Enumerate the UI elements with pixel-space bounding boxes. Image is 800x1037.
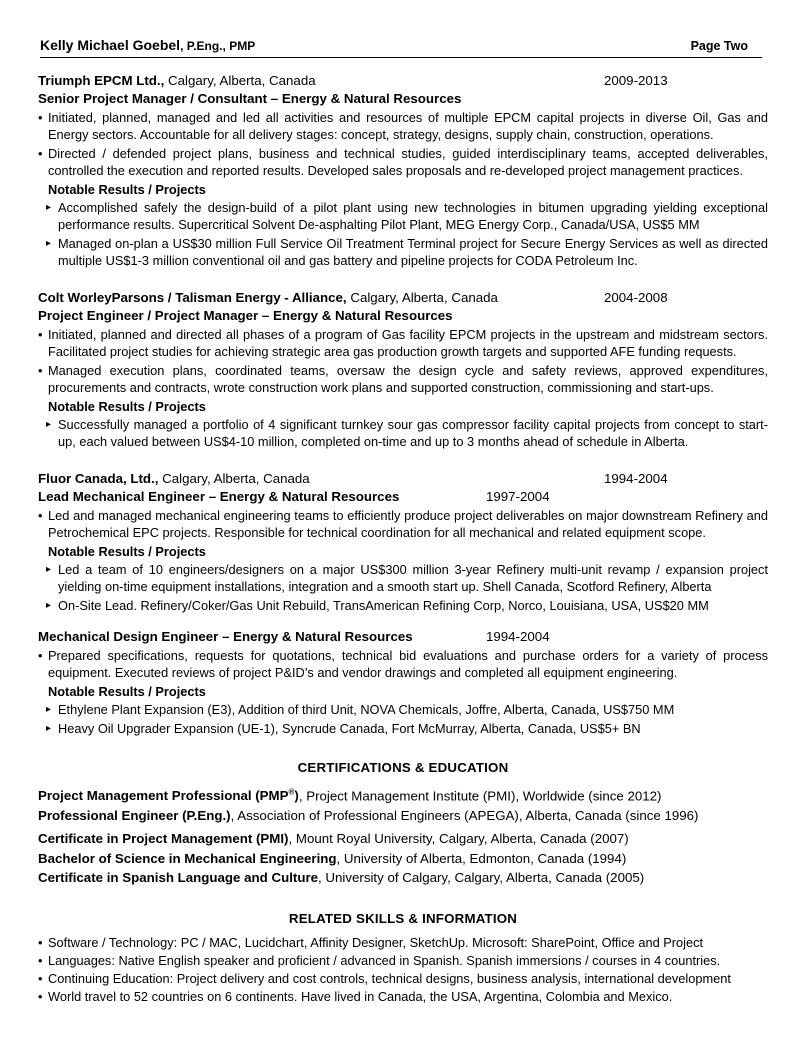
job-entry	[38, 289, 768, 450]
job-dates: 1994-2004	[604, 471, 668, 486]
certification-title: Certificate in Spanish Language and Culture	[38, 870, 319, 886]
company-line	[38, 470, 768, 488]
certification-name	[38, 808, 231, 823]
role-block	[38, 90, 768, 269]
company-line	[38, 72, 768, 90]
role-title: Project Engineer / Project Manager – Energy & Natural Resources	[38, 308, 453, 323]
results-list	[38, 701, 768, 737]
skills-title: RELATED SKILLS & INFORMATION	[288, 910, 518, 926]
role-dates: 1997-2004	[486, 489, 550, 504]
company-name: Fluor Canada, Ltd.,	[38, 471, 159, 486]
skill-item: • World travel to 52 countries on 6 continents. Have lived in Canada, the USA, Argentina, Colombia and Mexico.	[38, 988, 768, 1006]
certification-name	[38, 851, 337, 866]
result-item: ▸ Successfully managed a portfolio of 4 significant turnkey sour gas compressor facility capital projects from concept to start-up, each valued between US$4-10 million, completed on-time and up to 3 months ahead of schedule in Alberta.	[38, 416, 768, 450]
result-item: ▸ Ethylene Plant Expansion (E3), Addition of third Unit, NOVA Chemicals, Joffre, Alberta, Canada, US$750 MM	[38, 701, 768, 718]
responsibility-item: • Directed / defended project plans, business and technical studies, guided interdisciplinary teams, accepted deliverables, controlled the execution and reported results. Developed sales proposals and re-developed project management practices.	[38, 145, 768, 179]
role-title: Lead Mechanical Engineer – Energy & Natural Resources	[38, 489, 400, 504]
certification-name	[38, 788, 299, 803]
notable-results-heading: Notable Results / Projects	[48, 684, 206, 699]
certification-title: Certificate in Project Management (PMI)	[38, 831, 289, 847]
certification-title: Professional Engineer (P.Eng.)	[38, 807, 231, 823]
certifications-list	[38, 783, 768, 888]
company-name: Triumph EPCM Ltd.,	[38, 73, 165, 88]
certification-detail: , University of Alberta, Edmonton, Canada (1994)	[336, 850, 627, 866]
role-block	[38, 307, 768, 450]
result-item: ▸ Accomplished safely the design-build of a pilot plant using new technologies in bitumen upgrading yielding exceptional performance results. Supercritical Solvent De-asphalting Pilot Plant, MEG Energy Corp., Canada/USA, US$5 MM	[38, 199, 768, 233]
certification-detail: , University of Calgary, Calgary, Alberta, Canada (2005)	[318, 870, 645, 886]
role-title-line	[38, 307, 768, 325]
candidate-name: Kelly Michael Goebel, P.Eng., PMP	[40, 37, 256, 53]
responsibility-item: • Initiated, planned and directed all phases of a program of Gas facility EPCM projects in the upstream and midstream sectors. Facilitated project studies for achieving strategic area gas production growth targets and supported AFE funding requests.	[38, 326, 768, 360]
registered-mark: ®	[288, 788, 295, 797]
certification-name	[38, 831, 288, 846]
result-item: ▸ Managed on-plan a US$30 million Full Service Oil Treatment Terminal project for Secure Energy Services as well as directed multiple US$1-3 million conventional oil and gas battery and pipeline projects for CODA Petroleum Inc.	[38, 235, 768, 269]
skill-item: • Software / Technology: PC / MAC, Lucidchart, Affinity Designer, SketchUp. Microsoft: SharePoint, Office and Project	[38, 934, 768, 952]
certification-title: Bachelor of Science in Mechanical Engineering	[38, 850, 337, 866]
certification-detail: , Mount Royal University, Calgary, Alberta, Canada (2007)	[288, 831, 629, 847]
certification-title: Project Management Professional (PMP	[38, 788, 289, 804]
certification-detail: , Association of Professional Engineers (APEGA), Alberta, Canada (since 1996)	[230, 807, 699, 823]
role-title-line	[38, 488, 768, 506]
company-line	[38, 289, 768, 307]
result-item: ▸ Heavy Oil Upgrader Expansion (UE-1), Syncrude Canada, Fort McMurray, Alberta, Canada, US$5+ BN	[38, 720, 768, 737]
responsibility-item: • Led and managed mechanical engineering teams to efficiently produce project deliverables on major downstream Refinery and Petrochemical EPC projects. Responsible for technical coordination for all mechanical and related equipment scope.	[38, 507, 768, 541]
responsibilities-list	[38, 647, 768, 681]
role-title: Mechanical Design Engineer – Energy & Natural Resources	[38, 629, 413, 644]
role-block	[38, 628, 768, 737]
company-location: Calgary, Alberta, Canada	[158, 471, 310, 486]
certification-close: )	[294, 788, 299, 804]
company-location: Calgary, Alberta, Canada	[346, 290, 498, 305]
certification-item	[38, 849, 768, 869]
certifications-title: CERTIFICATIONS & EDUCATION	[297, 760, 509, 775]
resume-content	[38, 72, 768, 1006]
page-label: Page Two	[690, 39, 748, 53]
skills-list	[38, 934, 768, 1006]
notable-results-heading: Notable Results / Projects	[48, 182, 206, 197]
page-header	[40, 37, 762, 58]
certification-item	[38, 829, 768, 849]
company-location: Calgary, Alberta, Canada	[164, 73, 316, 88]
job-dates: 2004-2008	[604, 290, 668, 305]
role-block	[38, 488, 768, 614]
candidate-credentials: , P.Eng., PMP	[180, 39, 256, 53]
results-list	[38, 561, 768, 614]
certification-item	[38, 806, 768, 826]
responsibility-item: • Initiated, planned, managed and led all activities and resources of multiple EPCM capital projects in diverse Oil, Gas and Energy sectors. Accountable for all delivery stages: concept, strategy, designs, supply chain, construction, operations.	[38, 109, 768, 143]
role-title: Senior Project Manager / Consultant – Energy & Natural Resources	[38, 91, 462, 106]
responsibilities-list	[38, 109, 768, 179]
skill-item: • Languages: Native English speaker and proficient / advanced in Spanish. Spanish immersions / courses in 4 countries.	[38, 952, 768, 970]
results-list	[38, 416, 768, 450]
certification-detail: , Project Management Institute (PMI), Worldwide (since 2012)	[298, 788, 662, 804]
responsibilities-list	[38, 507, 768, 541]
result-item: ▸ Led a team of 10 engineers/designers on a major US$300 million 3-year Refinery multi-unit revamp / expansion project yielding on-time equipment installations, integration and a smooth start up. Shell Canada, Scotford Refinery, Alberta	[38, 561, 768, 595]
role-dates: 1994-2004	[486, 629, 550, 644]
job-entry	[38, 470, 768, 737]
certification-item	[38, 868, 768, 888]
responsibility-item: • Managed execution plans, coordinated teams, oversaw the design cycle and safety reviews, approved expenditures, procurements and contracts, wrote construction work plans and supported construction, commissioning and start-ups.	[38, 362, 768, 396]
certification-name	[38, 870, 318, 885]
company-name: Colt WorleyParsons / Talisman Energy - Alliance,	[38, 290, 347, 305]
result-item: ▸ On-Site Lead. Refinery/Coker/Gas Unit Rebuild, TransAmerican Refining Corp, Norco, Louisiana, USA, US$20 MM	[38, 597, 768, 614]
role-title-line	[38, 90, 768, 108]
certification-item	[38, 783, 768, 806]
experience-section	[38, 72, 768, 737]
job-entry	[38, 72, 768, 269]
skill-item: • Continuing Education: Project delivery and cost controls, technical designs, business analysis, international development	[38, 970, 768, 988]
role-title-line	[38, 628, 768, 646]
notable-results-heading: Notable Results / Projects	[48, 544, 206, 559]
responsibility-item: • Prepared specifications, requests for quotations, technical bid evaluations and purchase orders for a variety of process equipment. Executed reviews of project P&ID’s and vendor drawings and completed all equipment engineering.	[38, 647, 768, 681]
job-dates: 2009-2013	[604, 73, 668, 88]
responsibilities-list	[38, 326, 768, 396]
results-list	[38, 199, 768, 269]
notable-results-heading: Notable Results / Projects	[48, 399, 206, 414]
